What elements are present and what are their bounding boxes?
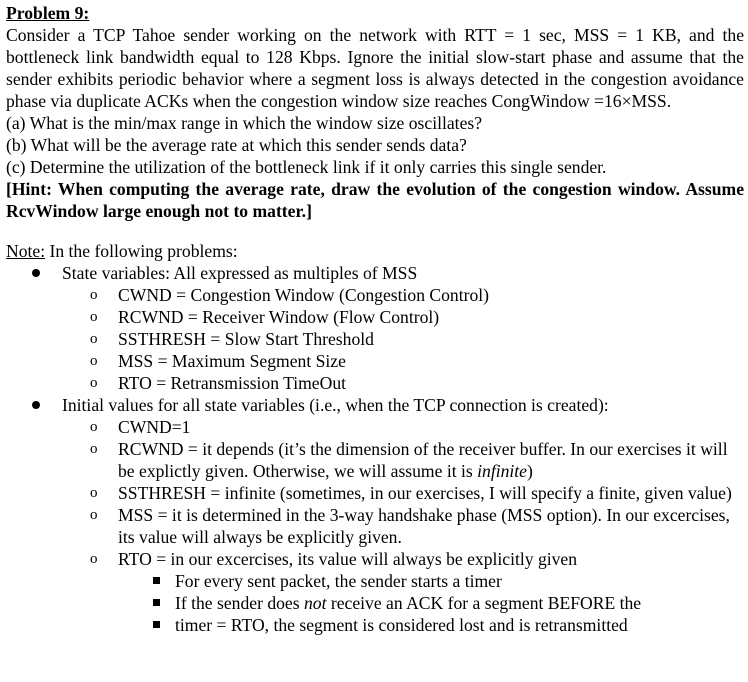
sub-bullet-mss <box>6 350 744 372</box>
question-c: (c) Determine the utilization of the bottleneck link if it only carries this single sender. <box>6 157 607 177</box>
sub-bullet-text: SSTHRESH = infinite (sometimes, in our exercises, I will specify a finite, given value) <box>118 483 732 503</box>
sub-bullet-ssthresh-init <box>6 482 744 504</box>
square-bullet-text: For every sent packet, the sender starts a timer <box>175 571 502 591</box>
circle-bullet-icon: o <box>90 551 98 567</box>
initial-values-text: Initial values for all state variables (i.e., when the TCP connection is created): <box>62 395 609 415</box>
square-bullet-text-end: receive an ACK for a segment BEFORE the <box>326 593 642 613</box>
emphasis-not: not <box>303 593 327 613</box>
circle-bullet-icon: o <box>90 485 98 501</box>
bullet-state-variables <box>6 262 744 284</box>
circle-bullet-icon: o <box>90 353 98 369</box>
square-bullet-no-ack <box>6 592 744 614</box>
square-bullet-timer-start <box>6 570 744 592</box>
bullet-initial-values <box>6 394 744 416</box>
question-b: (b) What will be the average rate at which this sender sends data? <box>6 135 467 155</box>
circle-bullet-icon: o <box>90 287 98 303</box>
emphasis-infinite: infinite <box>477 461 527 481</box>
circle-bullet-icon: o <box>90 419 98 435</box>
note-label: Note: <box>6 241 46 261</box>
square-bullet-retransmit <box>6 614 744 636</box>
square-bullet-text: If the sender does <box>175 593 304 613</box>
sub-bullet-text: CWND=1 <box>118 417 191 437</box>
note-heading <box>6 240 744 262</box>
circle-bullet-icon: o <box>90 441 98 457</box>
spacer <box>6 222 744 240</box>
sub-bullet-text: MSS = Maximum Segment Size <box>118 351 346 371</box>
sub-bullet-cwnd-init <box>6 416 744 438</box>
sub-bullet-text: RCWND = Receiver Window (Flow Control) <box>118 307 440 327</box>
sub-bullet-text: RTO = in our excercises, its value will always be explicitly given <box>118 549 578 569</box>
sub-bullet-mss-init <box>6 504 744 548</box>
sub-bullet-rto-init <box>6 548 744 570</box>
problem-title: Problem 9: <box>6 3 90 23</box>
problem-intro: Consider a TCP Tahoe sender working on the network with RTT = 1 sec, MSS = 1 KB, and the bottleneck link bandwidth equal to 128 Kbps. Ignore the initial slow-start phase and assume that the sender exhibits periodic behavior where a segment loss is always detected in the congestion avoidance phase via duplicate ACKs when the congestion window size reaches CongWindow =16×MSS. <box>6 25 744 111</box>
sub-bullet-text: SSTHRESH = Slow Start Threshold <box>118 329 374 349</box>
question-a: (a) What is the min/max range in which the window size oscillates? <box>6 113 483 133</box>
circle-bullet-icon: o <box>90 507 98 523</box>
sub-bullet-text: RTO = Retransmission TimeOut <box>118 373 347 393</box>
circle-bullet-icon: o <box>90 309 98 325</box>
hint: [Hint: When computing the average rate, draw the evolution of the congestion window. Assume RcvWindow large enough not to matter.] <box>6 179 744 221</box>
sub-bullet-text: RCWND = it depends (it’s the dimension of the receiver buffer. In our exercises it will be explictly given. Otherwise, we will assume it is <box>118 439 728 481</box>
sub-bullet-cwnd <box>6 284 744 306</box>
sub-bullet-text: MSS = it is determined in the 3-way handshake phase (MSS option). In our excercises, its value will always be explicitly given. <box>118 505 730 547</box>
document-page <box>6 2 744 636</box>
sub-bullet-text-end: ) <box>526 461 533 481</box>
sub-bullet-rcwnd <box>6 306 744 328</box>
circle-bullet-icon: o <box>90 375 98 391</box>
sub-bullet-ssthresh <box>6 328 744 350</box>
state-variables-text: State variables: All expressed as multiples of MSS <box>62 263 418 283</box>
sub-bullet-text: CWND = Congestion Window (Congestion Control) <box>118 285 490 305</box>
sub-bullet-rcwnd-init <box>6 438 744 482</box>
sub-bullet-rto <box>6 372 744 394</box>
circle-bullet-icon: o <box>90 331 98 347</box>
note-text: In the following problems: <box>45 241 238 261</box>
square-bullet-text: timer = RTO, the segment is considered lost and is retransmitted <box>175 615 628 635</box>
